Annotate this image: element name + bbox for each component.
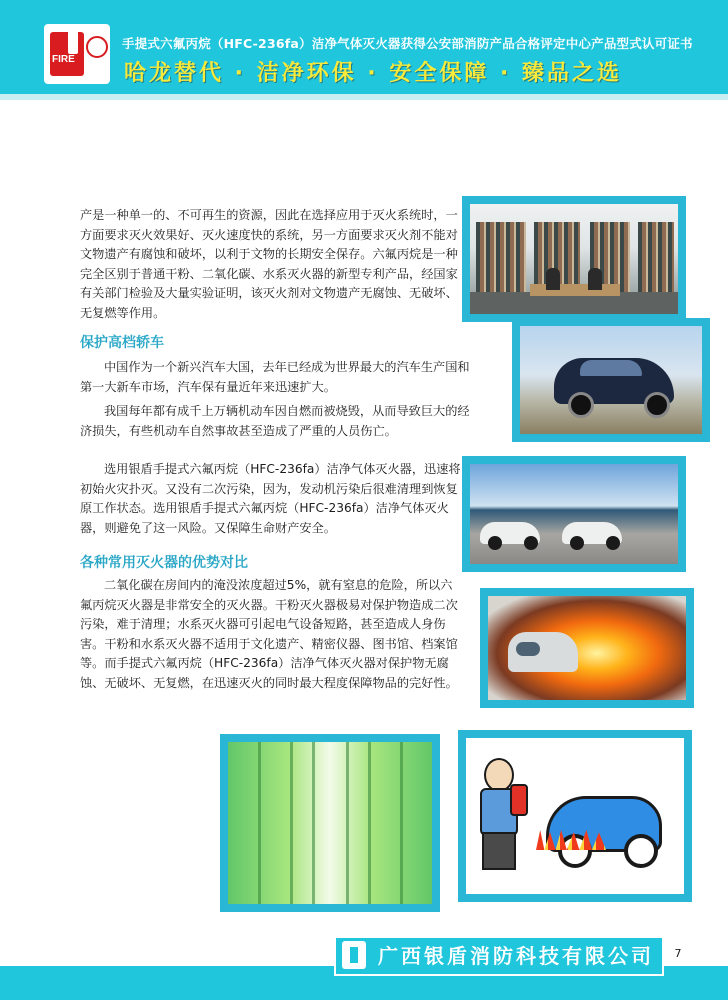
- paragraph-heritage: 产是一种单一的、不可再生的资源，因此在选择应用于灭火系统时，一方面要求灭火效果好、灭火速度快的系统，另一方面要求灭火剂不能对文物遗产有腐蚀和破坏，以利于文物的长期安全保存。六氟丙烷是一种完全区别于普通干粉、二氧化碳、水系灭火器的新型专利产品，经国家有关部门检验及大量实验证明，该灭火剂对文物遗产无腐蚀、无破坏、无复燃等作用。: [80, 208, 458, 320]
- logo-text: FIRE: [52, 54, 75, 65]
- burning-car-image: [488, 596, 686, 700]
- photo-burning-car: [480, 588, 694, 708]
- archive-image: [228, 742, 432, 904]
- paragraph-car-fires: 我国每年都有成千上万辆机动车因自燃而被烧毁，从而导致巨大的经济损失，有些机动车自然事故甚至造成了严重的人员伤亡。: [80, 404, 470, 438]
- extinguisher-icon: [510, 784, 528, 816]
- paragraph-yindun-solution: 选用银盾手提式六氟丙烷（HFC-236fa）洁净气体灭火器，迅速将初始火灾扑灭。又没有二次污染，因为，发动机污染后很难清理到恢复原工作状态。选用银盾手提式六氟丙烷（HFC-236fa）洁净气体灭火器，则避免了这一风险。又保障生命财产安全。: [80, 462, 461, 535]
- sedan-image: [520, 326, 702, 434]
- page-header: [0, 0, 728, 100]
- photo-cartoon: [458, 730, 692, 902]
- company-name: 广西银盾消防科技有限公司: [378, 944, 654, 968]
- fire-logo: [44, 24, 110, 84]
- header-certificate-line: 手提式六氟丙烷（HFC-236fa）洁净气体灭火器获得公安部消防产品合格评定中心产品型式认可证书: [122, 36, 693, 51]
- photo-archive: [220, 734, 440, 912]
- paragraph-comparison: 二氧化碳在房间内的淹没浓度超过5%，就有窒息的危险，所以六氟丙烷灭火器是非常安全的灭火器。干粉灭火器极易对保护物造成二次污染，难于清理；水系灭火器可引起电气设备短路，甚至造成人身伤害。干粉和水系灭火器不适用于文化遗产、精密仪器、图书馆、档案馆等。而手提式六氟丙烷（HFC-236fa）洁净气体灭火器对保护物无腐蚀、无破坏、无复燃，在迅速灭火的同时最大程度保障物品的完好性。: [80, 578, 458, 690]
- heading-comparison: 各种常用灭火器的优势对比: [80, 555, 248, 571]
- photo-library: [462, 196, 686, 322]
- header-slogan: 哈龙替代 · 洁净环保 · 安全保障 · 臻品之选: [124, 61, 623, 86]
- heading-protect-cars: 保护高档轿车: [80, 335, 164, 351]
- paragraph-car-market: 中国作为一个新兴汽车大国，去年已经成为世界最大的汽车生产国和第一大新车市场，汽车保有量近年来迅速扩大。: [80, 360, 470, 394]
- convertibles-image: [470, 464, 678, 564]
- library-image: [470, 204, 678, 314]
- flame-icon: [86, 36, 108, 58]
- company-logo-icon: [342, 941, 366, 969]
- photo-sedan: [512, 318, 710, 442]
- page-number: 7: [668, 944, 688, 964]
- header-strip: [0, 94, 728, 100]
- photo-convertibles: [462, 456, 686, 572]
- fire-extinguisher-icon: [68, 30, 78, 54]
- cartoon-image: [466, 738, 684, 894]
